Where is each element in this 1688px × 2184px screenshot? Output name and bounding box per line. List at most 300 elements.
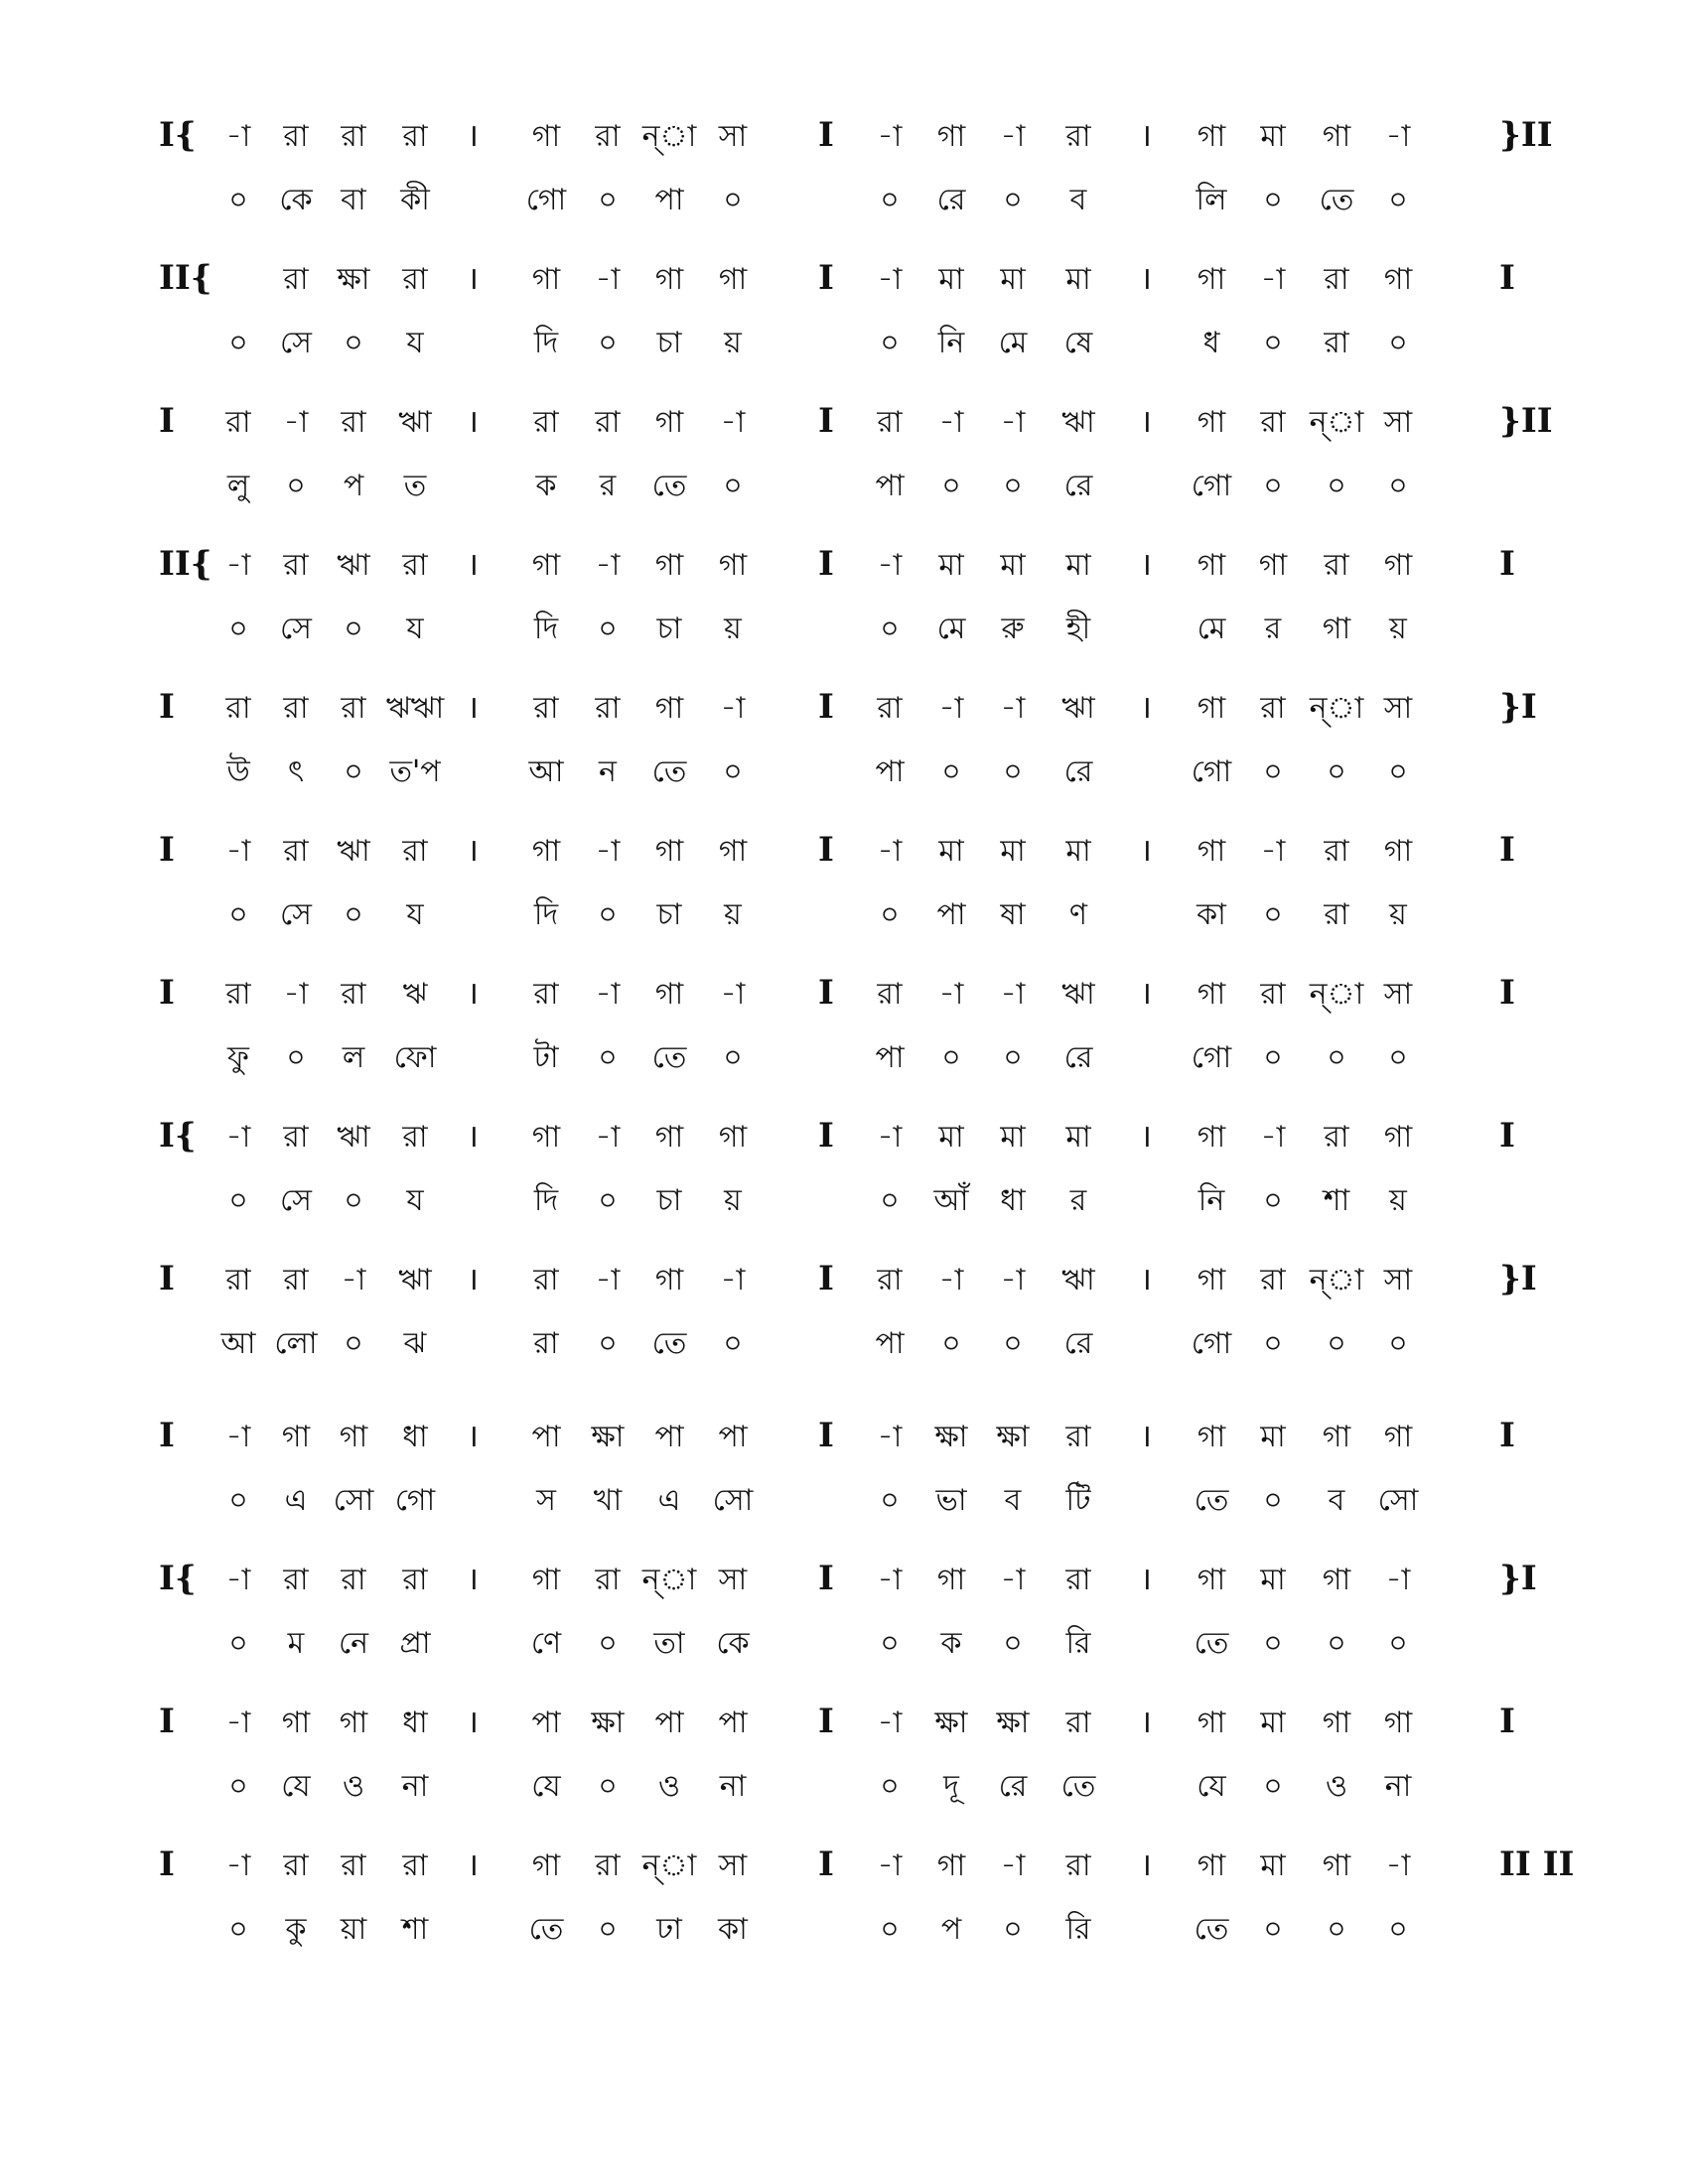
swara-note: ন্‌া bbox=[1309, 977, 1364, 1012]
swara-note: -া bbox=[877, 834, 903, 869]
swara-note: রা bbox=[1065, 1706, 1091, 1740]
lyric-syllable: ০ bbox=[286, 1040, 306, 1075]
lyric-syllable: য় bbox=[1389, 612, 1407, 646]
swara-note: -া bbox=[938, 977, 964, 1012]
start-barline: I{ bbox=[159, 115, 197, 155]
swara-note: -া bbox=[1000, 1848, 1026, 1883]
swara-note: রা bbox=[1324, 1120, 1349, 1155]
lyric-syllable: ফো bbox=[393, 1040, 437, 1075]
swara-note: রা bbox=[283, 834, 309, 869]
barline: । bbox=[1139, 1703, 1153, 1740]
swara-note: -া bbox=[341, 1263, 366, 1297]
swara-note: পা bbox=[718, 1420, 748, 1454]
swara-note: গা bbox=[718, 262, 748, 297]
lyric-syllable: রে bbox=[998, 1769, 1028, 1804]
lyric-syllable: রু bbox=[1001, 612, 1025, 646]
lyric-syllable: ০ bbox=[880, 897, 900, 932]
lyric-syllable: লু bbox=[226, 469, 250, 503]
swara-note: রা bbox=[402, 1563, 428, 1597]
lyric-syllable: সো bbox=[1377, 1483, 1419, 1518]
lyric-syllable: পা bbox=[875, 469, 905, 503]
lyric-row bbox=[149, 1759, 1549, 1821]
lyric-syllable: স bbox=[536, 1483, 556, 1518]
lyric-syllable: শা bbox=[1323, 1183, 1350, 1218]
barline: I bbox=[818, 1116, 834, 1156]
swara-note: মা bbox=[938, 548, 964, 583]
swara-note: গা bbox=[718, 548, 748, 583]
end-barline: I bbox=[1499, 1416, 1515, 1455]
swara-note: ঋা bbox=[1061, 1263, 1095, 1297]
lyric-syllable: ম bbox=[287, 1626, 305, 1661]
swara-note: মা bbox=[1000, 548, 1026, 583]
lyric-syllable: এ bbox=[284, 1483, 308, 1518]
lyric-syllable: ০ bbox=[1263, 1326, 1283, 1361]
swara-note: গা bbox=[1196, 405, 1226, 440]
lyric-syllable: ০ bbox=[344, 754, 363, 789]
barline: । bbox=[1139, 545, 1153, 583]
swara-note: ঋা bbox=[1061, 405, 1095, 440]
lyric-syllable: লো bbox=[274, 1326, 318, 1361]
lyric-syllable: ০ bbox=[1003, 754, 1023, 789]
lyric-syllable: য় bbox=[1389, 897, 1407, 932]
lyric-syllable: সে bbox=[280, 1183, 312, 1218]
barline: । bbox=[1139, 1417, 1153, 1454]
swara-note: মা bbox=[938, 1120, 964, 1155]
swara-note: -া bbox=[877, 1120, 903, 1155]
swara-note: ক্ষা bbox=[591, 1420, 625, 1454]
swara-note: -া bbox=[877, 119, 903, 154]
lyric-syllable: য bbox=[406, 612, 424, 646]
swara-note: ক্ষা bbox=[591, 1706, 625, 1740]
swara-note: -া bbox=[595, 977, 621, 1012]
lyric-syllable: ০ bbox=[228, 1483, 248, 1518]
swara-note: ধা bbox=[402, 1420, 428, 1454]
swara-note: ন্‌া bbox=[1309, 1263, 1364, 1297]
swara-note: রা bbox=[595, 119, 621, 154]
lyric-syllable: ০ bbox=[1263, 183, 1283, 217]
lyric-syllable: ব bbox=[1328, 1483, 1345, 1518]
lyric-syllable: ব bbox=[1069, 183, 1087, 217]
swara-note: গা bbox=[531, 548, 561, 583]
swara-note: রা bbox=[1324, 834, 1349, 869]
lyric-syllable: য় bbox=[724, 612, 742, 646]
lyric-syllable: য় bbox=[724, 1183, 742, 1218]
swara-note: -া bbox=[225, 1563, 251, 1597]
lyric-syllable: ০ bbox=[1263, 469, 1283, 503]
lyric-syllable: ০ bbox=[598, 1626, 618, 1661]
lyric-row bbox=[149, 459, 1549, 520]
lyric-syllable: পা bbox=[654, 183, 684, 217]
lyric-syllable: কে bbox=[716, 1626, 750, 1661]
swara-row bbox=[149, 538, 1549, 602]
barline: I bbox=[818, 1844, 834, 1884]
lyric-row bbox=[149, 173, 1549, 234]
lyric-syllable: ০ bbox=[228, 612, 248, 646]
lyric-syllable: মে bbox=[1196, 612, 1226, 646]
barline: । bbox=[466, 545, 480, 583]
lyric-syllable: ০ bbox=[1327, 754, 1346, 789]
swara-note: রা bbox=[533, 977, 559, 1012]
lyric-syllable: রে bbox=[1063, 754, 1093, 789]
lyric-syllable: গো bbox=[394, 1483, 436, 1518]
swara-note: মা bbox=[938, 834, 964, 869]
lyric-syllable: য় bbox=[1389, 1183, 1407, 1218]
lyric-syllable: গো bbox=[1191, 1040, 1232, 1075]
lyric-syllable: ০ bbox=[941, 469, 961, 503]
barline: I bbox=[818, 1559, 834, 1598]
swara-note: -া bbox=[225, 1706, 251, 1740]
lyric-syllable: রে bbox=[1063, 469, 1093, 503]
end-barline: }I bbox=[1499, 1559, 1537, 1598]
swara-note: রা bbox=[595, 405, 621, 440]
lyric-syllable: য়া bbox=[340, 1912, 367, 1947]
lyric-row bbox=[149, 1316, 1549, 1378]
lyric-syllable: পা bbox=[936, 897, 966, 932]
lyric-syllable: ০ bbox=[880, 183, 900, 217]
swara-row bbox=[149, 1553, 1549, 1616]
lyric-syllable: ০ bbox=[1388, 326, 1408, 360]
lyric-syllable: ০ bbox=[598, 183, 618, 217]
barline: । bbox=[1139, 402, 1153, 440]
end-barline: }I bbox=[1499, 687, 1537, 727]
swara-row bbox=[149, 252, 1549, 316]
lyric-syllable: ০ bbox=[1327, 469, 1346, 503]
swara-note: -া bbox=[225, 1848, 251, 1883]
barline: । bbox=[466, 1117, 480, 1155]
lyric-syllable: ০ bbox=[1003, 469, 1023, 503]
lyric-syllable: ল bbox=[342, 1040, 365, 1075]
lyric-syllable: ০ bbox=[228, 1626, 248, 1661]
lyric-syllable: রি bbox=[1065, 1912, 1091, 1947]
notation-line bbox=[149, 681, 1549, 824]
lyric-syllable: ০ bbox=[1263, 1483, 1283, 1518]
swara-note: রা bbox=[225, 405, 251, 440]
lyric-syllable: ০ bbox=[880, 1626, 900, 1661]
lyric-syllable: ০ bbox=[723, 1040, 743, 1075]
lyric-syllable: দি bbox=[533, 897, 559, 932]
swara-note: গা bbox=[531, 1848, 561, 1883]
swara-note: ঋা bbox=[337, 834, 370, 869]
lyric-row bbox=[149, 887, 1549, 949]
swara-note: গা bbox=[654, 262, 684, 297]
swara-note: ক্ষা bbox=[934, 1706, 968, 1740]
swara-note: রা bbox=[283, 1563, 309, 1597]
barline: I bbox=[818, 1702, 834, 1741]
swara-note: রা bbox=[283, 1263, 309, 1297]
lyric-syllable: কা bbox=[718, 1912, 748, 1947]
swara-note: রা bbox=[341, 977, 366, 1012]
swara-row bbox=[149, 1410, 1549, 1473]
barline: । bbox=[466, 688, 480, 726]
swara-note: মা bbox=[1260, 1706, 1286, 1740]
lyric-syllable: রা bbox=[1324, 897, 1349, 932]
swara-row bbox=[149, 395, 1553, 459]
lyric-syllable: গো bbox=[1191, 754, 1232, 789]
lyric-syllable: চা bbox=[656, 1183, 682, 1218]
swara-note: রা bbox=[877, 1263, 903, 1297]
swara-note: ঋ bbox=[402, 977, 428, 1012]
swara-note: গা bbox=[1322, 119, 1351, 154]
swara-note: গা bbox=[1322, 1706, 1351, 1740]
lyric-syllable: ষে bbox=[1063, 326, 1093, 360]
swara-note: মা bbox=[1260, 1420, 1286, 1454]
swara-note: গা bbox=[1322, 1420, 1351, 1454]
swara-note: ঋা bbox=[337, 548, 370, 583]
start-barline: I{ bbox=[159, 1116, 197, 1156]
lyric-syllable: ০ bbox=[1327, 1326, 1346, 1361]
swara-note: -া bbox=[1000, 405, 1026, 440]
lyric-row bbox=[149, 1902, 1549, 1964]
swara-note: মা bbox=[1000, 834, 1026, 869]
lyric-syllable: ০ bbox=[1263, 1626, 1283, 1661]
lyric-syllable: যে bbox=[531, 1769, 561, 1804]
lyric-syllable: মে bbox=[998, 326, 1028, 360]
lyric-syllable: সো bbox=[712, 1483, 754, 1518]
lyric-syllable: দি bbox=[533, 1183, 559, 1218]
lyric-syllable: দি bbox=[533, 612, 559, 646]
lyric-syllable: টি bbox=[1065, 1483, 1091, 1518]
lyric-row bbox=[149, 1173, 1549, 1235]
swara-note: -া bbox=[1000, 119, 1026, 154]
swara-note: মা bbox=[1260, 119, 1286, 154]
swara-note: গা bbox=[281, 1706, 311, 1740]
swara-note: -া bbox=[225, 834, 251, 869]
lyric-syllable: ০ bbox=[228, 183, 248, 217]
lyric-syllable: ০ bbox=[1388, 754, 1408, 789]
swara-note: গা bbox=[1196, 1263, 1226, 1297]
swara-note: -া bbox=[720, 1263, 746, 1297]
lyric-syllable: নে bbox=[338, 1626, 369, 1661]
swara-note: মা bbox=[1065, 1120, 1091, 1155]
swara-note: গা bbox=[1196, 977, 1226, 1012]
end-barline: I bbox=[1499, 258, 1515, 298]
start-barline: I bbox=[159, 687, 175, 727]
lyric-syllable: ০ bbox=[880, 1769, 900, 1804]
swara-note: গা bbox=[1383, 1420, 1413, 1454]
swara-note: রা bbox=[225, 977, 251, 1012]
swara-note: রা bbox=[1324, 548, 1349, 583]
barline: I bbox=[818, 115, 834, 155]
notation-line bbox=[149, 252, 1549, 395]
swara-note: -া bbox=[283, 977, 309, 1012]
lyric-syllable: রি bbox=[1065, 1626, 1091, 1661]
lyric-syllable: সে bbox=[280, 612, 312, 646]
lyric-syllable: শা bbox=[401, 1912, 429, 1947]
swara-note: ন্‌া bbox=[1309, 405, 1364, 440]
swaralipi-notation bbox=[149, 109, 1575, 1981]
lyric-syllable: বা bbox=[341, 183, 366, 217]
lyric-syllable: কু bbox=[285, 1912, 307, 1947]
lyric-syllable: হী bbox=[1065, 612, 1091, 646]
swara-note: মা bbox=[1260, 1848, 1286, 1883]
swara-row bbox=[149, 1110, 1549, 1173]
end-barline: }II bbox=[1499, 401, 1553, 441]
start-barline: I bbox=[159, 1416, 175, 1455]
lyric-syllable: ০ bbox=[1003, 1040, 1023, 1075]
lyric-syllable: রা bbox=[533, 1326, 559, 1361]
lyric-syllable: ০ bbox=[228, 1183, 248, 1218]
lyric-syllable: ০ bbox=[1388, 1040, 1408, 1075]
swara-note: গা bbox=[1196, 1120, 1226, 1155]
swara-note: -া bbox=[1385, 1848, 1411, 1883]
swara-note: পা bbox=[531, 1420, 561, 1454]
swara-note: রা bbox=[283, 1120, 309, 1155]
swara-note: -া bbox=[877, 1420, 903, 1454]
swara-row bbox=[149, 1253, 1549, 1316]
barline: । bbox=[1139, 116, 1153, 154]
lyric-syllable: ধ bbox=[1202, 326, 1220, 360]
lyric-syllable: প bbox=[940, 1912, 962, 1947]
swara-note: ন্‌া bbox=[641, 1563, 697, 1597]
start-barline: I bbox=[159, 973, 175, 1013]
swara-note: গা bbox=[1196, 1563, 1226, 1597]
swara-note: গা bbox=[339, 1420, 368, 1454]
lyric-syllable: ০ bbox=[228, 1769, 248, 1804]
notation-line bbox=[149, 1839, 1575, 1981]
swara-note: রা bbox=[402, 834, 428, 869]
swara-note: -া bbox=[225, 548, 251, 583]
swara-row bbox=[149, 824, 1549, 887]
swara-note: গা bbox=[1196, 262, 1226, 297]
lyric-syllable: ০ bbox=[880, 612, 900, 646]
swara-note: রা bbox=[341, 119, 366, 154]
lyric-syllable: ০ bbox=[1263, 754, 1283, 789]
swara-note: গা bbox=[281, 1420, 311, 1454]
lyric-syllable: না bbox=[401, 1769, 429, 1804]
lyric-syllable: তে bbox=[651, 754, 687, 789]
lyric-syllable: ০ bbox=[1327, 1626, 1346, 1661]
swara-note: পা bbox=[718, 1706, 748, 1740]
notation-line bbox=[149, 538, 1549, 681]
lyric-syllable: ঝ bbox=[403, 1326, 427, 1361]
lyric-syllable: রে bbox=[936, 183, 966, 217]
swara-note: গা bbox=[1196, 1420, 1226, 1454]
lyric-syllable: ত'প bbox=[389, 754, 441, 789]
lyric-syllable: ফু bbox=[227, 1040, 249, 1075]
swara-note: ঋা bbox=[398, 405, 432, 440]
lyric-syllable: গো bbox=[1191, 1326, 1232, 1361]
swara-note: রা bbox=[533, 405, 559, 440]
swara-note: -া bbox=[1260, 262, 1286, 297]
barline: । bbox=[466, 1703, 480, 1740]
barline: I bbox=[818, 830, 834, 870]
swara-note: রা bbox=[533, 691, 559, 726]
lyric-syllable: লি bbox=[1196, 183, 1227, 217]
swara-note: -া bbox=[1385, 1563, 1411, 1597]
swara-note: রা bbox=[341, 405, 366, 440]
lyric-syllable: ও bbox=[657, 1769, 681, 1804]
swara-note: রা bbox=[1324, 262, 1349, 297]
lyric-syllable: ০ bbox=[880, 1183, 900, 1218]
lyric-syllable: ০ bbox=[880, 326, 900, 360]
lyric-syllable: ও bbox=[1325, 1769, 1348, 1804]
swara-note: রা bbox=[283, 262, 309, 297]
swara-note: রা bbox=[402, 548, 428, 583]
barline: । bbox=[1139, 688, 1153, 726]
swara-note: ধা bbox=[402, 1706, 428, 1740]
lyric-syllable: য bbox=[406, 1183, 424, 1218]
swara-note: -া bbox=[595, 262, 621, 297]
barline: । bbox=[1139, 1260, 1153, 1297]
lyric-syllable: ০ bbox=[1327, 1040, 1346, 1075]
lyric-syllable: ০ bbox=[1388, 469, 1408, 503]
start-barline: I{ bbox=[159, 1559, 197, 1598]
swara-note: রা bbox=[1260, 1263, 1286, 1297]
swara-note: পা bbox=[531, 1706, 561, 1740]
swara-note: -া bbox=[1000, 1263, 1026, 1297]
swara-note: গা bbox=[936, 119, 966, 154]
swara-note: রা bbox=[402, 1848, 428, 1883]
notation-line bbox=[149, 1553, 1549, 1696]
swara-note: ন্‌া bbox=[641, 119, 697, 154]
swara-note: গা bbox=[1383, 834, 1413, 869]
lyric-syllable: গা bbox=[1322, 612, 1351, 646]
lyric-syllable: র bbox=[1069, 1183, 1087, 1218]
swara-note: ক্ষা bbox=[996, 1420, 1030, 1454]
swara-note: -া bbox=[1000, 1563, 1026, 1597]
swara-note: -া bbox=[595, 1120, 621, 1155]
swara-note: -া bbox=[1000, 977, 1026, 1012]
swara-row bbox=[149, 109, 1553, 173]
lyric-syllable: য় bbox=[724, 326, 742, 360]
lyric-row bbox=[149, 1030, 1549, 1092]
lyric-syllable: তে bbox=[1194, 1626, 1229, 1661]
lyric-syllable: তা bbox=[653, 1626, 685, 1661]
lyric-syllable: তে bbox=[651, 1040, 687, 1075]
swara-note: রা bbox=[341, 691, 366, 726]
lyric-syllable: পা bbox=[875, 1326, 905, 1361]
barline: । bbox=[466, 1417, 480, 1454]
lyric-syllable: আ bbox=[528, 754, 564, 789]
lyric-syllable: ন bbox=[599, 754, 617, 789]
swara-note: পা bbox=[654, 1420, 684, 1454]
lyric-syllable: রে bbox=[1063, 1326, 1093, 1361]
lyric-syllable: ০ bbox=[723, 1326, 743, 1361]
swara-note: রা bbox=[1260, 977, 1286, 1012]
lyric-syllable: না bbox=[1384, 1769, 1412, 1804]
swara-note: গা bbox=[1196, 691, 1226, 726]
lyric-syllable: ০ bbox=[1003, 1626, 1023, 1661]
barline: । bbox=[466, 1845, 480, 1883]
lyric-syllable: ০ bbox=[941, 1040, 961, 1075]
notation-line bbox=[149, 1410, 1549, 1553]
lyric-row bbox=[149, 745, 1549, 806]
lyric-syllable: ০ bbox=[1388, 183, 1408, 217]
lyric-syllable: ধা bbox=[1000, 1183, 1026, 1218]
lyric-syllable: ০ bbox=[723, 183, 743, 217]
swara-note: মা bbox=[1000, 262, 1026, 297]
swara-note: -া bbox=[225, 1120, 251, 1155]
lyric-syllable: ক bbox=[535, 469, 557, 503]
lyric-syllable: তে bbox=[1194, 1912, 1229, 1947]
lyric-syllable: ত bbox=[403, 469, 427, 503]
swara-note: গা bbox=[654, 405, 684, 440]
lyric-syllable: ক bbox=[940, 1626, 962, 1661]
lyric-syllable: ০ bbox=[1388, 1626, 1408, 1661]
barline: I bbox=[818, 687, 834, 727]
swara-note: -া bbox=[225, 1420, 251, 1454]
lyric-syllable: ০ bbox=[941, 754, 961, 789]
swara-note: রা bbox=[1065, 1420, 1091, 1454]
swara-note: -া bbox=[877, 1563, 903, 1597]
lyric-syllable: ০ bbox=[344, 1326, 363, 1361]
lyric-syllable: ০ bbox=[1263, 1769, 1283, 1804]
swara-note: গা bbox=[1196, 834, 1226, 869]
lyric-row bbox=[149, 602, 1549, 663]
swara-note: রা bbox=[402, 262, 428, 297]
barline: I bbox=[818, 258, 834, 298]
lyric-syllable: ০ bbox=[880, 1483, 900, 1518]
